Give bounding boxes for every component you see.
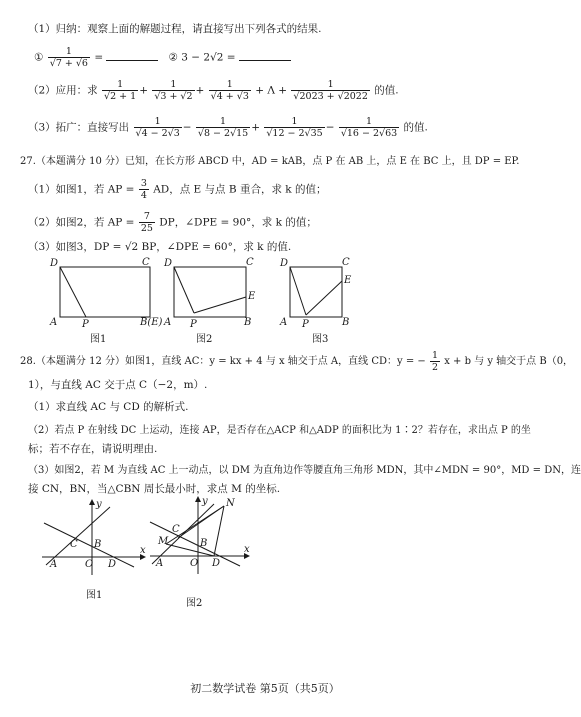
svg-text:M: M [158, 536, 169, 547]
q28-sub1: （1）求直线 AC 与 CD 的解析式. [28, 401, 189, 413]
svg-text:P: P [302, 319, 309, 330]
svg-text:x: x [244, 544, 250, 555]
q27-sub1: （1）如图1，若 AP = $\frac{3}{4}$ AD，点 E 与点 B 重合，求 k 的值； [28, 178, 327, 201]
q27-fig3-caption: 图3 [312, 334, 329, 345]
svg-text:D: D [212, 558, 221, 569]
q28-figure2 [148, 492, 256, 578]
svg-text:B: B [94, 539, 102, 550]
svg-text:B(E): B(E) [140, 317, 163, 328]
svg-text:P: P [82, 319, 89, 330]
q28-line2: 1），与直线 AC 交于点 C（−2，m）. [28, 379, 208, 391]
q27-sub2: （2）如图2，若 AP = $\frac{7}{25}$ DP，∠DPE = 90°，求 k 的值； [28, 211, 317, 234]
svg-text:C: C [70, 539, 78, 550]
svg-text:E: E [344, 275, 352, 286]
q27-figure3 [278, 257, 358, 329]
q28-sub2-a: （2）若点 P 在射线 DC 上运动，连接 AP，是否存在△ACP 和△ADP 的面积比为 1∶2？若存在，求出点 P 的坐 [28, 425, 531, 436]
page-footer: 初二数学试卷 第5页（共5页） [190, 682, 340, 695]
svg-text:B: B [200, 538, 208, 549]
q27-fig2-caption: 图2 [196, 334, 213, 345]
svg-text:P: P [190, 319, 197, 330]
q27-header: 27.（本题满分 10 分）已知，在长方形 ABCD 中，AD = kAB，点 P 在 AB 上，点 E 在 BC 上，且 DP = EP. [20, 156, 520, 167]
answer-blank-1 [106, 50, 158, 61]
svg-text:A: A [164, 317, 172, 328]
svg-text:C: C [172, 524, 180, 535]
svg-text:D: D [50, 258, 59, 269]
svg-text:C: C [246, 257, 254, 268]
answer-blank-2 [239, 50, 291, 61]
q26-part2: （2）应用：求 $\frac{1}{√2 + 1}$ + $\frac{1}{√3 + √2}$ + $\frac{1}{√4 + √3}$ + Λ + $\frac{1}{√2023 + √2022}$ 的值. [28, 79, 399, 102]
svg-text:N: N [226, 498, 235, 509]
svg-text:C: C [342, 257, 350, 268]
svg-text:A: A [50, 559, 58, 570]
q28-figure1 [40, 497, 150, 579]
item1-label: ① [34, 51, 44, 64]
q26-part3: （3）拓广：直接写出 $\frac{1}{√4 - 2√3}$ − $\frac{1}{√8 - 2√15}$ + $\frac{1}{√12 - 2√35}$ − $\frac{1}{√16 - 2√63}$ 的值. [28, 116, 428, 139]
svg-text:A: A [50, 317, 58, 328]
item2-label: ② [168, 51, 178, 64]
svg-text:D: D [280, 258, 289, 269]
q28-fig2-caption: 图2 [186, 598, 203, 609]
svg-text:O: O [85, 559, 94, 570]
svg-text:B: B [244, 317, 252, 328]
q28-sub3-a: （3）如图2，若 M 为直线 AC 上一动点，以 DM 为直角边作等腰直角三角形 MDN，其中∠MDN = 90°，MD = DN，连 [28, 465, 581, 476]
svg-text:D: D [108, 559, 117, 570]
svg-text:A: A [156, 558, 164, 569]
q27-figure2 [162, 257, 258, 329]
q26-part1-items: ① $\frac{1}{√7 + √6}$ = ② 3 − 2√2 = [34, 46, 291, 69]
svg-text:D: D [164, 258, 173, 269]
q28-header: 28.（本题满分 12 分）如图1，直线 AC：y = kx + 4 与 x 轴交于点 A，直线 CD：y = − $\frac{1}{2}$ x + b 与 y 轴交于点 B（0， [20, 350, 574, 373]
svg-text:O: O [190, 558, 199, 569]
q26-part1-text: （1）归纳：观察上面的解题过程，请直接写出下列各式的结果. [28, 23, 322, 35]
q28-fig1-caption: 图1 [86, 590, 103, 601]
svg-text:x: x [140, 545, 146, 556]
svg-text:C: C [142, 257, 150, 268]
q27-sub3: （3）如图3，DP = √2 BP，∠DPE = 60°，求 k 的值. [28, 241, 292, 253]
q28-sub2-b: 标；若不存在，请说明理由. [28, 443, 158, 455]
item1-fraction: $\frac{1}{√7 + √6}$ [49, 46, 88, 69]
svg-text:A: A [280, 317, 288, 328]
q27-figure1 [48, 257, 163, 330]
q27-fig1-caption: 图1 [90, 334, 107, 345]
svg-text:y: y [202, 496, 208, 507]
svg-text:y: y [96, 499, 102, 510]
svg-text:B: B [342, 317, 350, 328]
svg-text:E: E [248, 291, 256, 302]
q28-sub3-b: 接 CN，BN，当△CBN 周长最小时，求点 M 的坐标. [28, 483, 281, 495]
